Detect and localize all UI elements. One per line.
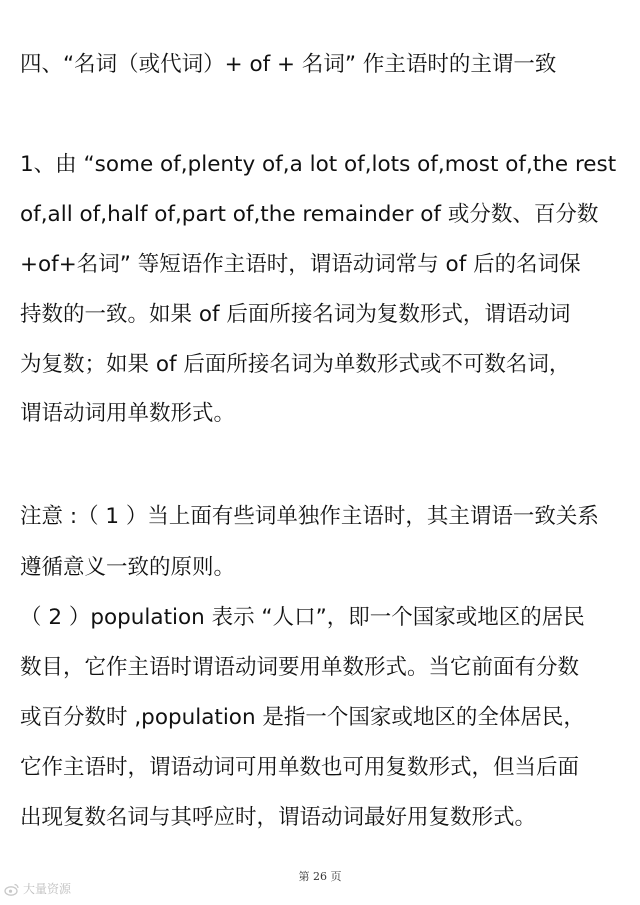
note-line: 数目，它作主语时谓语动词要用单数形式。当它前面有分数: [20, 655, 580, 680]
weibo-logo-icon: [4, 881, 20, 897]
rule-1-line: 持数的一致。如果 of 后面所接名词为复数形式，谓语动词: [20, 302, 571, 327]
note-line: 或百分数时 ,population 是指一个国家或地区的全体居民，: [20, 705, 585, 730]
rule-1-line: 为复数；如果 of 后面所接名词为单数形式或不可数名词，: [20, 352, 571, 377]
note-line: 遵循意义一致的原则。: [20, 555, 236, 580]
rule-1-line: 1、由 “some of,plenty of,a lot of,lots of,most of,the rest: [20, 152, 617, 177]
page-number: 第 26 页: [298, 870, 342, 883]
rule-1-line: 谓语动词用单数形式。: [20, 401, 236, 426]
note-line: 出现复数名词与其呼应时，谓语动词最好用复数形式。: [20, 805, 537, 830]
rule-1-line: of,all of,half of,part of,the remainder of 或分数、百分数: [20, 202, 599, 227]
rule-1-line: +of+名词” 等短语作主语时，谓语动词常与 of 后的名词保: [20, 252, 581, 277]
section-heading: 四、“名词（或代词）+ of + 名词” 作主语时的主谓一致: [20, 52, 557, 77]
note-line: （ 2 ）population 表示 “人口”，即一个国家或地区的居民: [20, 605, 585, 630]
watermark-text: 大量资源: [23, 882, 72, 896]
note-line: 注意 :（ 1 ）当上面有些词单独作主语时，其主谓语一致关系: [20, 504, 599, 529]
watermark: [4, 880, 71, 897]
note-line: 它作主语时，谓语动词可用单数也可用复数形式，但当后面: [20, 755, 580, 780]
